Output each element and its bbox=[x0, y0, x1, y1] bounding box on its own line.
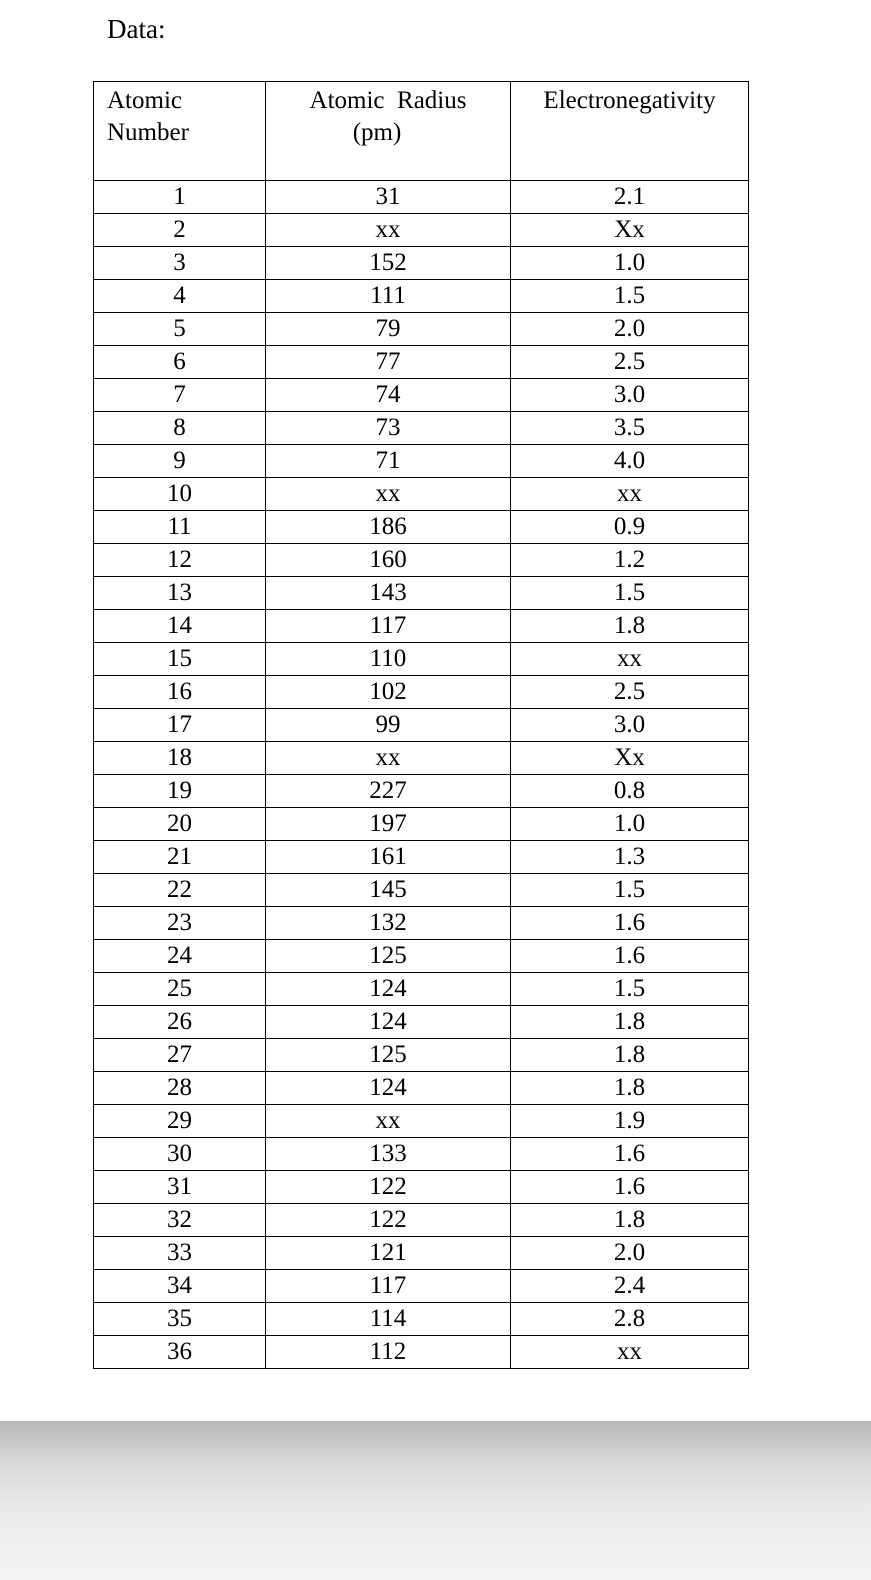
atomic-number-cell: 24 bbox=[94, 940, 266, 973]
table-header-row bbox=[94, 82, 749, 181]
electronegativity-cell: 1.5 bbox=[511, 874, 749, 907]
atomic-number-cell: 20 bbox=[94, 808, 266, 841]
table-row bbox=[94, 742, 749, 775]
electronegativity-cell: 2.8 bbox=[511, 1303, 749, 1336]
atomic-radius-cell: 74 bbox=[266, 379, 511, 412]
atomic-radius-cell: 112 bbox=[266, 1336, 511, 1369]
atomic-number-cell: 32 bbox=[94, 1204, 266, 1237]
atomic-radius-cell: 186 bbox=[266, 511, 511, 544]
table-row bbox=[94, 973, 749, 1006]
atomic-number-cell: 19 bbox=[94, 775, 266, 808]
data-label: Data: bbox=[107, 14, 166, 44]
atomic-number-cell: 36 bbox=[94, 1336, 266, 1369]
table-row bbox=[94, 214, 749, 247]
atomic-number-cell: 14 bbox=[94, 610, 266, 643]
table-row bbox=[94, 478, 749, 511]
atomic-radius-cell: 152 bbox=[266, 247, 511, 280]
atomic-radius-cell: 132 bbox=[266, 907, 511, 940]
atomic-number-cell: 17 bbox=[94, 709, 266, 742]
electronegativity-cell: 1.5 bbox=[511, 280, 749, 313]
atomic-radius-cell: 71 bbox=[266, 445, 511, 478]
electronegativity-cell: 1.8 bbox=[511, 610, 749, 643]
atomic-number-cell: 31 bbox=[94, 1171, 266, 1204]
atomic-radius-cell: 125 bbox=[266, 1039, 511, 1072]
atomic-number-cell: 33 bbox=[94, 1237, 266, 1270]
table-row bbox=[94, 247, 749, 280]
atomic-radius-cell: 197 bbox=[266, 808, 511, 841]
atomic-radius-cell: 124 bbox=[266, 1006, 511, 1039]
table-row bbox=[94, 412, 749, 445]
atomic-number-cell: 4 bbox=[94, 280, 266, 313]
table-row bbox=[94, 1105, 749, 1138]
electronegativity-cell: 1.2 bbox=[511, 544, 749, 577]
atomic-radius-cell: 117 bbox=[266, 610, 511, 643]
atomic-number-cell: 1 bbox=[94, 181, 266, 214]
atomic-number-cell: 25 bbox=[94, 973, 266, 1006]
atomic-radius-cell: 111 bbox=[266, 280, 511, 313]
atomic-radius-cell: 102 bbox=[266, 676, 511, 709]
electronegativity-cell: 1.8 bbox=[511, 1006, 749, 1039]
table-row bbox=[94, 676, 749, 709]
electronegativity-cell: 1.0 bbox=[511, 247, 749, 280]
table-row bbox=[94, 1138, 749, 1171]
atomic-radius-cell: 99 bbox=[266, 709, 511, 742]
atomic-number-cell: 5 bbox=[94, 313, 266, 346]
atomic-radius-cell: xx bbox=[266, 1105, 511, 1138]
atomic-radius-cell: 160 bbox=[266, 544, 511, 577]
atomic-number-cell: 16 bbox=[94, 676, 266, 709]
table-row bbox=[94, 1006, 749, 1039]
table-row bbox=[94, 709, 749, 742]
table-row bbox=[94, 577, 749, 610]
electronegativity-cell: 3.5 bbox=[511, 412, 749, 445]
table-row bbox=[94, 1303, 749, 1336]
table-row bbox=[94, 1072, 749, 1105]
electronegativity-cell: 1.5 bbox=[511, 577, 749, 610]
atomic-number-cell: 21 bbox=[94, 841, 266, 874]
header-electronegativity-line1: Electronegativity bbox=[543, 87, 716, 114]
atomic-radius-cell: 122 bbox=[266, 1204, 511, 1237]
table-row bbox=[94, 643, 749, 676]
electronegativity-cell: 2.5 bbox=[511, 676, 749, 709]
table-row bbox=[94, 1237, 749, 1270]
atomic-number-cell: 34 bbox=[94, 1270, 266, 1303]
table-row bbox=[94, 808, 749, 841]
atomic-number-cell: 27 bbox=[94, 1039, 266, 1072]
electronegativity-cell: xx bbox=[511, 478, 749, 511]
header-atomic-number bbox=[94, 82, 266, 181]
data-table bbox=[93, 81, 749, 1369]
header-atomic-radius bbox=[266, 82, 511, 181]
atomic-radius-cell: 73 bbox=[266, 412, 511, 445]
electronegativity-cell: xx bbox=[511, 643, 749, 676]
electronegativity-cell: 1.0 bbox=[511, 808, 749, 841]
atomic-number-cell: 10 bbox=[94, 478, 266, 511]
electronegativity-cell: 1.6 bbox=[511, 907, 749, 940]
table-row bbox=[94, 346, 749, 379]
header-atomic-radius-line2: (pm) bbox=[352, 119, 402, 146]
atomic-number-cell: 29 bbox=[94, 1105, 266, 1138]
electronegativity-cell: 2.4 bbox=[511, 1270, 749, 1303]
electronegativity-cell: 1.3 bbox=[511, 841, 749, 874]
electronegativity-cell: 1.6 bbox=[511, 1171, 749, 1204]
atomic-number-cell: 26 bbox=[94, 1006, 266, 1039]
atomic-radius-cell: 110 bbox=[266, 643, 511, 676]
atomic-radius-cell: 121 bbox=[266, 1237, 511, 1270]
atomic-number-cell: 12 bbox=[94, 544, 266, 577]
atomic-number-cell: 9 bbox=[94, 445, 266, 478]
electronegativity-cell: 2.1 bbox=[511, 181, 749, 214]
table-row bbox=[94, 181, 749, 214]
electronegativity-cell: Xx bbox=[511, 742, 749, 775]
atomic-radius-cell: xx bbox=[266, 478, 511, 511]
atomic-number-cell: 18 bbox=[94, 742, 266, 775]
table-row bbox=[94, 841, 749, 874]
atomic-radius-cell: 31 bbox=[266, 181, 511, 214]
table-row bbox=[94, 1039, 749, 1072]
atomic-number-cell: 30 bbox=[94, 1138, 266, 1171]
atomic-number-cell: 11 bbox=[94, 511, 266, 544]
atomic-number-cell: 7 bbox=[94, 379, 266, 412]
atomic-radius-cell: 117 bbox=[266, 1270, 511, 1303]
table-row bbox=[94, 313, 749, 346]
atomic-radius-cell: 114 bbox=[266, 1303, 511, 1336]
electronegativity-cell: 2.5 bbox=[511, 346, 749, 379]
electronegativity-cell: 4.0 bbox=[511, 445, 749, 478]
atomic-number-cell: 3 bbox=[94, 247, 266, 280]
table-row bbox=[94, 610, 749, 643]
atomic-radius-cell: 145 bbox=[266, 874, 511, 907]
electronegativity-cell: 1.8 bbox=[511, 1204, 749, 1237]
atomic-number-cell: 8 bbox=[94, 412, 266, 445]
table-row bbox=[94, 775, 749, 808]
atomic-radius-cell: 124 bbox=[266, 973, 511, 1006]
table-row bbox=[94, 544, 749, 577]
atomic-radius-cell: 227 bbox=[266, 775, 511, 808]
bottom-shadow bbox=[0, 1421, 871, 1580]
electronegativity-cell: 0.9 bbox=[511, 511, 749, 544]
atomic-number-cell: 13 bbox=[94, 577, 266, 610]
table-body bbox=[94, 181, 749, 1369]
electronegativity-cell: 3.0 bbox=[511, 709, 749, 742]
header-atomic-number-line1: Atomic bbox=[107, 87, 182, 114]
electronegativity-cell: 2.0 bbox=[511, 313, 749, 346]
electronegativity-cell: xx bbox=[511, 1336, 749, 1369]
table-row bbox=[94, 907, 749, 940]
table-row bbox=[94, 940, 749, 973]
electronegativity-cell: 1.6 bbox=[511, 1138, 749, 1171]
atomic-number-cell: 23 bbox=[94, 907, 266, 940]
electronegativity-cell: 1.6 bbox=[511, 940, 749, 973]
electronegativity-cell: 1.8 bbox=[511, 1072, 749, 1105]
electronegativity-cell: 3.0 bbox=[511, 379, 749, 412]
electronegativity-cell: 1.5 bbox=[511, 973, 749, 1006]
table-row bbox=[94, 1204, 749, 1237]
atomic-number-cell: 2 bbox=[94, 214, 266, 247]
atomic-radius-cell: 124 bbox=[266, 1072, 511, 1105]
table-row bbox=[94, 280, 749, 313]
atomic-radius-cell: xx bbox=[266, 742, 511, 775]
atomic-number-cell: 35 bbox=[94, 1303, 266, 1336]
atomic-radius-cell: xx bbox=[266, 214, 511, 247]
electronegativity-cell: 1.8 bbox=[511, 1039, 749, 1072]
table-row bbox=[94, 379, 749, 412]
table-row bbox=[94, 445, 749, 478]
electronegativity-cell: Xx bbox=[511, 214, 749, 247]
electronegativity-cell: 1.9 bbox=[511, 1105, 749, 1138]
table-row bbox=[94, 1171, 749, 1204]
atomic-radius-cell: 122 bbox=[266, 1171, 511, 1204]
atomic-radius-cell: 133 bbox=[266, 1138, 511, 1171]
table-row bbox=[94, 1270, 749, 1303]
atomic-radius-cell: 125 bbox=[266, 940, 511, 973]
table-row bbox=[94, 1336, 749, 1369]
electronegativity-cell: 2.0 bbox=[511, 1237, 749, 1270]
header-electronegativity bbox=[511, 82, 749, 181]
atomic-radius-cell: 161 bbox=[266, 841, 511, 874]
table-row bbox=[94, 511, 749, 544]
header-atomic-number-line2: Number bbox=[107, 119, 189, 146]
header-atomic-radius-line1: Atomic Radius bbox=[309, 87, 467, 114]
table-row bbox=[94, 874, 749, 907]
atomic-number-cell: 15 bbox=[94, 643, 266, 676]
atomic-number-cell: 22 bbox=[94, 874, 266, 907]
atomic-number-cell: 28 bbox=[94, 1072, 266, 1105]
atomic-number-cell: 6 bbox=[94, 346, 266, 379]
atomic-radius-cell: 143 bbox=[266, 577, 511, 610]
atomic-radius-cell: 77 bbox=[266, 346, 511, 379]
electronegativity-cell: 0.8 bbox=[511, 775, 749, 808]
atomic-radius-cell: 79 bbox=[266, 313, 511, 346]
